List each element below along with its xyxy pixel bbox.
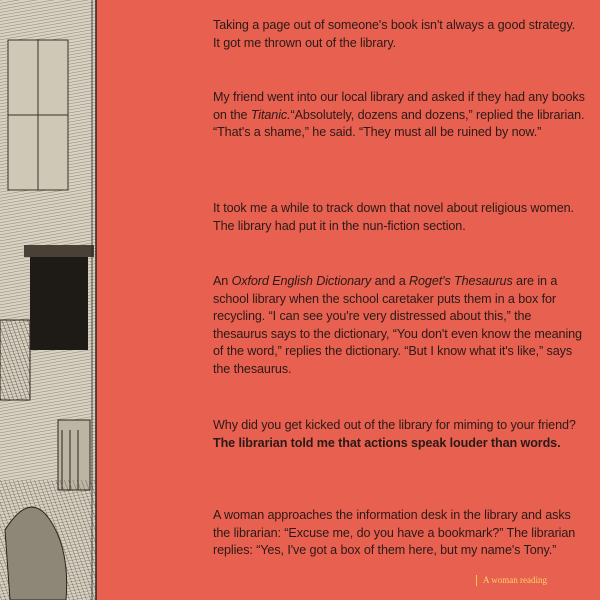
joke-4 xyxy=(213,273,585,378)
joke-4-text-c: are in a school library when the school caretaker puts them in a box for recycling. “I can see you're very distressed about this,” the thesaurus says to the dictionary, “You don't even know the meaning of the word,” replies the dictionary. “But I know what it's like,” says the thesaurus. xyxy=(213,274,582,376)
illustration-caption xyxy=(476,575,547,586)
engraving-illustration xyxy=(0,0,104,600)
joke-6-text: A woman approaches the information desk in the library and asks the librarian: “Excuse me, do you have a bookmark?” The librarian replies: “Yes, I've got a box of them here, but my name's Tony.” xyxy=(213,508,576,557)
joke-6 xyxy=(213,507,585,560)
joke-2 xyxy=(213,89,585,142)
engraving-artwork xyxy=(0,0,104,600)
joke-2-title: Titanic. xyxy=(250,107,291,122)
joke-5-question: Why did you get kicked out of the library for miming to your friend? xyxy=(213,418,576,432)
joke-1 xyxy=(213,17,585,52)
joke-4-title-thesaurus: Roget's Thesaurus xyxy=(409,274,513,288)
joke-2-text-a: My friend went into our local library and asked if they had any books on the xyxy=(213,90,585,122)
joke-2-text-b: “Absolutely, dozens and dozens,” replied the librarian. “That's a shame,” he said. “They must all be ruined by now.” xyxy=(213,107,585,139)
joke-3 xyxy=(213,200,585,235)
caption-text: A woman reading xyxy=(483,575,547,585)
joke-1-text: Taking a page out of someone's book isn't always a good strategy. It got me thrown out of the library. xyxy=(213,18,576,50)
joke-4-text-b: and a xyxy=(371,274,410,288)
joke-5-answer: The librarian told me that actions speak louder than words. xyxy=(213,435,561,450)
joke-3-text: It took me a while to track down that novel about religious women. The library had put it in the nun-fiction section. xyxy=(213,201,574,233)
joke-5 xyxy=(213,417,576,452)
joke-4-text-a: An xyxy=(213,274,232,288)
joke-4-title-dictionary: Oxford English Dictionary xyxy=(231,274,372,288)
